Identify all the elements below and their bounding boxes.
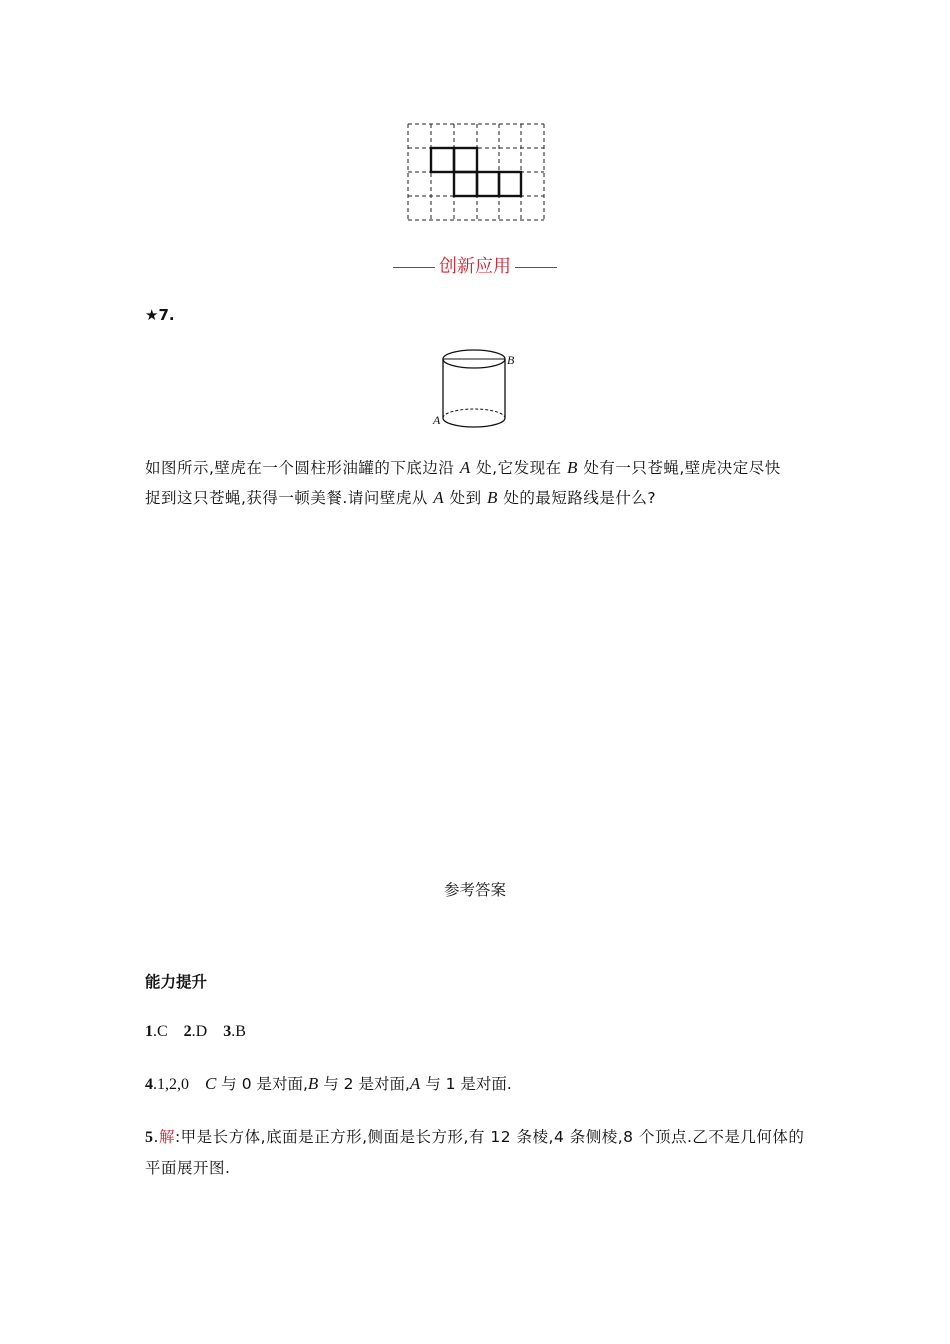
question-number: ★7.: [145, 306, 175, 324]
answer-line-4: 4.1,2,0 C 与 0 是对面,B 与 2 是对面,A 与 1 是对面.: [145, 1074, 512, 1093]
problem-text: [145, 453, 825, 513]
subsection-title: 能力提升: [145, 973, 208, 991]
answer-line-5: 5.解:甲是长方体,底面是正方形,侧面是长方形,有 12 条棱,4 条侧棱,8 个顶点.乙不是几何体的 平面展开图.: [145, 1128, 805, 1177]
answers-title: 参考答案: [443, 881, 506, 899]
solution-label: 解: [158, 1128, 175, 1146]
answer-line-1-3: 1.C 2.D 3.B: [145, 1023, 246, 1040]
cylinder-figure: [430, 344, 525, 443]
label-a: A: [433, 413, 441, 427]
label-b: B: [507, 353, 515, 367]
heading-rule-left: [393, 267, 435, 268]
heading-rule-right: [515, 267, 557, 268]
problem-line-1: 如图所示,壁虎在一个圆柱形油罐的下底边沿 A 处,它发现在 B 处有一只苍蝇,壁虎决定尽快: [145, 458, 781, 477]
problem-line-2: 捉到这只苍蝇,获得一顿美餐.请问壁虎从 A 处到 B 处的最短路线是什么?: [145, 488, 657, 507]
section-heading: [0, 252, 950, 278]
grid-net-figure: [407, 123, 547, 227]
section-heading-text: 创新应用: [439, 256, 511, 277]
